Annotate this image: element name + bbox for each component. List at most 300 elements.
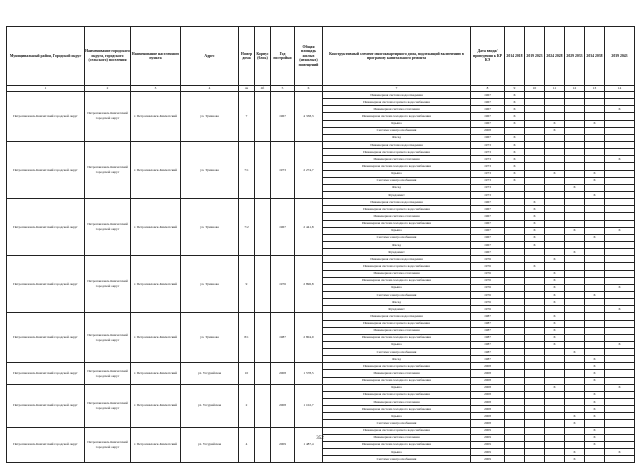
period-mark-cell <box>585 349 605 356</box>
period-mark-cell: X <box>585 363 605 370</box>
period-mark-cell <box>565 363 585 370</box>
column-number-cell: 4б <box>255 86 271 92</box>
period-mark-cell <box>585 92 605 99</box>
commission-date-cell: 1973 <box>471 149 505 156</box>
period-mark-cell <box>505 199 525 206</box>
structural-element-cell: Система электроснабжения <box>323 234 471 241</box>
floor-area-cell: 1 102,7 <box>295 384 323 427</box>
table-row <box>7 363 635 370</box>
header-cell: Год постройки <box>271 27 295 86</box>
settlement-cell: г. Петропавловск-Камчатский <box>131 92 181 142</box>
period-mark-cell <box>525 177 545 184</box>
table-row <box>7 92 635 99</box>
column-number-cell: 1 <box>7 86 85 92</box>
period-mark-cell: X <box>505 120 525 127</box>
header-cell: 2034 2038 <box>585 27 605 86</box>
period-mark-cell: X <box>545 256 565 263</box>
period-mark-cell <box>565 399 585 406</box>
period-mark-cell: X <box>545 327 565 334</box>
okrug-cell: Петропавловск-Камчатский городской округ <box>85 199 131 256</box>
period-mark-cell <box>565 377 585 384</box>
period-mark-cell <box>605 184 635 191</box>
commission-date-cell: 1973 <box>471 184 505 191</box>
period-mark-cell <box>505 184 525 191</box>
period-mark-cell <box>605 134 635 141</box>
period-mark-cell: X <box>525 234 545 241</box>
commission-date-cell: 1987 <box>471 356 505 363</box>
header-cell: 2014 2018 <box>505 27 525 86</box>
period-mark-cell <box>505 249 525 256</box>
okrug-cell: Петропавловск-Камчатский городской округ <box>85 313 131 363</box>
period-mark-cell <box>605 349 635 356</box>
commission-date-cell: 1976 <box>471 299 505 306</box>
period-mark-cell <box>505 234 525 241</box>
period-mark-cell <box>545 149 565 156</box>
period-mark-cell <box>565 234 585 241</box>
okrug-cell: Петропавловск-Камчатский городской округ <box>85 363 131 384</box>
period-mark-cell <box>585 263 605 270</box>
period-mark-cell <box>565 213 585 220</box>
district-cell: Петропавловск-Камчатский городской округ <box>7 384 85 427</box>
structural-element-cell: Инженерная система отопления <box>323 327 471 334</box>
structural-element-cell: Инженерная система горячего водоснабжения <box>323 391 471 398</box>
period-mark-cell: X <box>545 334 565 341</box>
period-mark-cell <box>545 356 565 363</box>
commission-date-cell: 1987 <box>471 341 505 348</box>
period-mark-cell <box>505 220 525 227</box>
settlement-cell: г. Петропавловск-Камчатский <box>131 427 181 463</box>
period-mark-cell <box>585 270 605 277</box>
period-mark-cell <box>585 199 605 206</box>
period-mark-cell: X <box>565 413 585 420</box>
settlement-cell: г. Петропавловск-Камчатский <box>131 384 181 427</box>
period-mark-cell <box>585 241 605 248</box>
period-mark-cell: X <box>585 356 605 363</box>
building-block-cell <box>255 92 271 142</box>
period-mark-cell <box>525 191 545 198</box>
period-mark-cell: X <box>505 149 525 156</box>
structural-element-cell: Инженерная система холодного водоснабжения <box>323 220 471 227</box>
period-mark-cell <box>565 191 585 198</box>
period-mark-cell: X <box>565 456 585 463</box>
structural-element-cell: Фасад <box>323 299 471 306</box>
period-mark-cell <box>605 299 635 306</box>
commission-date-cell: 2008 <box>471 363 505 370</box>
building-block-cell <box>255 199 271 256</box>
period-mark-cell <box>525 156 545 163</box>
header-cell: 2029 2033 <box>565 27 585 86</box>
period-mark-cell: X <box>585 234 605 241</box>
period-mark-cell <box>525 106 545 113</box>
period-mark-cell <box>525 341 545 348</box>
table-row <box>7 199 635 206</box>
commission-date-cell: 1976 <box>471 256 505 263</box>
structural-element-cell: Инженерная система горячего водоснабжения <box>323 99 471 106</box>
period-mark-cell <box>605 213 635 220</box>
period-mark-cell <box>525 377 545 384</box>
structural-element-cell: Инженерная система водоотведения <box>323 199 471 206</box>
period-mark-cell <box>565 134 585 141</box>
period-mark-cell <box>505 349 525 356</box>
period-mark-cell <box>605 163 635 170</box>
structural-element-cell: Крыша <box>323 413 471 420</box>
period-mark-cell: X <box>545 291 565 298</box>
period-mark-cell <box>605 234 635 241</box>
period-mark-cell <box>505 356 525 363</box>
structural-element-cell: Инженерная система горячего водоснабжения <box>323 363 471 370</box>
period-mark-cell: X <box>505 141 525 148</box>
period-mark-cell <box>605 377 635 384</box>
build-year-cell: 1973 <box>271 141 295 198</box>
period-mark-cell: X <box>545 299 565 306</box>
floor-area-cell: 4 338,3 <box>295 92 323 142</box>
commission-date-cell: 2008 <box>471 370 505 377</box>
period-mark-cell: X <box>585 391 605 398</box>
structural-element-cell: Система электроснабжения <box>323 349 471 356</box>
period-mark-cell: X <box>505 163 525 170</box>
address-cell: ул. Туманова <box>181 199 239 256</box>
column-number-cell: 12 <box>565 86 585 92</box>
period-mark-cell <box>505 263 525 270</box>
settlement-cell: г. Петропавловск-Камчатский <box>131 313 181 363</box>
period-mark-cell <box>505 456 525 463</box>
district-cell: Петропавловск-Камчатский городской округ <box>7 199 85 256</box>
period-mark-cell <box>605 391 635 398</box>
commission-date-cell: 2008 <box>471 420 505 427</box>
period-mark-cell <box>605 191 635 198</box>
period-mark-cell <box>605 363 635 370</box>
structural-element-cell: Инженерная система холодного водоснабжения <box>323 441 471 448</box>
build-year-cell: 1976 <box>271 256 295 313</box>
structural-element-cell: Фундамент <box>323 249 471 256</box>
period-mark-cell <box>565 391 585 398</box>
period-mark-cell <box>545 391 565 398</box>
period-mark-cell <box>505 227 525 234</box>
table-row <box>7 141 635 148</box>
period-mark-cell <box>525 406 545 413</box>
period-mark-cell <box>545 199 565 206</box>
table-header-row <box>7 27 635 86</box>
period-mark-cell <box>565 206 585 213</box>
period-mark-cell <box>505 213 525 220</box>
commission-date-cell: 1973 <box>471 141 505 148</box>
period-mark-cell <box>505 377 525 384</box>
period-mark-cell <box>585 127 605 134</box>
period-mark-cell <box>545 370 565 377</box>
period-mark-cell <box>525 456 545 463</box>
period-mark-cell <box>525 184 545 191</box>
period-mark-cell <box>585 156 605 163</box>
period-mark-cell: X <box>565 420 585 427</box>
period-mark-cell: X <box>505 92 525 99</box>
period-mark-cell <box>565 256 585 263</box>
period-mark-cell <box>545 220 565 227</box>
header-cell: Муниципальный район, Городской округ <box>7 27 85 86</box>
period-mark-cell <box>525 149 545 156</box>
period-mark-cell <box>565 291 585 298</box>
commission-date-cell: 1967 <box>471 134 505 141</box>
period-mark-cell <box>505 313 525 320</box>
period-mark-cell: X <box>525 227 545 234</box>
period-mark-cell <box>545 241 565 248</box>
header-cell: 2019 2023 <box>525 27 545 86</box>
structural-element-cell: Инженерная система горячего водоснабжения <box>323 206 471 213</box>
commission-date-cell: 1976 <box>471 263 505 270</box>
structural-element-cell: Инженерная система холодного водоснабжения <box>323 334 471 341</box>
header-cell: Адрес <box>181 27 239 86</box>
structural-element-cell: Инженерная система отопления <box>323 434 471 441</box>
period-mark-cell: X <box>565 349 585 356</box>
period-mark-cell <box>585 106 605 113</box>
period-mark-cell: X <box>505 106 525 113</box>
floor-area-cell: 1 487,4 <box>295 427 323 463</box>
period-mark-cell <box>565 263 585 270</box>
district-cell: Петропавловск-Камчатский городской округ <box>7 427 85 463</box>
period-mark-cell <box>605 406 635 413</box>
period-mark-cell: X <box>545 284 565 291</box>
period-mark-cell <box>525 399 545 406</box>
structural-element-cell: Инженерная система холодного водоснабжения <box>323 377 471 384</box>
period-mark-cell <box>525 113 545 120</box>
period-mark-cell <box>565 141 585 148</box>
commission-date-cell: 2009 <box>471 456 505 463</box>
header-cell: Дата ввода/ проведения к КР КЭ <box>471 27 505 86</box>
period-mark-cell <box>565 299 585 306</box>
commission-date-cell: 1967 <box>471 120 505 127</box>
commission-date-cell: 1976 <box>471 270 505 277</box>
period-mark-cell: X <box>585 191 605 198</box>
period-mark-cell <box>525 427 545 434</box>
district-cell: Петропавловск-Камчатский городской округ <box>7 141 85 198</box>
period-mark-cell: X <box>545 320 565 327</box>
period-mark-cell <box>585 341 605 348</box>
period-mark-cell <box>605 356 635 363</box>
commission-date-cell: 1967 <box>471 249 505 256</box>
period-mark-cell <box>525 449 545 456</box>
structural-element-cell: Инженерная система водоотведения <box>323 256 471 263</box>
table-row <box>7 427 635 434</box>
period-mark-cell <box>585 384 605 391</box>
commission-date-cell: 2008 <box>471 399 505 406</box>
header-cell: Наименование населенного пункта <box>131 27 181 86</box>
period-mark-cell: X <box>505 156 525 163</box>
commission-date-cell: 1976 <box>471 277 505 284</box>
header-cell: Номер дома <box>239 27 255 86</box>
period-mark-cell <box>605 270 635 277</box>
period-mark-cell <box>585 456 605 463</box>
period-mark-cell <box>605 249 635 256</box>
period-mark-cell <box>605 141 635 148</box>
period-mark-cell <box>525 299 545 306</box>
period-mark-cell: X <box>505 134 525 141</box>
period-mark-cell <box>545 227 565 234</box>
period-mark-cell <box>505 306 525 313</box>
period-mark-cell <box>505 363 525 370</box>
period-mark-cell <box>565 149 585 156</box>
period-mark-cell <box>525 334 545 341</box>
period-mark-cell: X <box>545 384 565 391</box>
structural-element-cell: Фасад <box>323 356 471 363</box>
structural-element-cell: Инженерная система отопления <box>323 213 471 220</box>
build-year-cell: 2009 <box>271 427 295 463</box>
settlement-cell: г. Петропавловск-Камчатский <box>131 141 181 198</box>
period-mark-cell <box>565 113 585 120</box>
settlement-cell: г. Петропавловск-Камчатский <box>131 256 181 313</box>
structural-element-cell: Инженерная система отопления <box>323 370 471 377</box>
period-mark-cell <box>525 327 545 334</box>
period-mark-cell <box>585 113 605 120</box>
period-mark-cell <box>565 199 585 206</box>
period-mark-cell <box>525 363 545 370</box>
commission-date-cell: 1987 <box>471 327 505 334</box>
commission-date-cell: 1987 <box>471 320 505 327</box>
structural-element-cell: Инженерная система горячего водоснабжения <box>323 263 471 270</box>
commission-date-cell: 2009 <box>471 427 505 434</box>
house-number-cell: 8/1 <box>239 313 255 363</box>
period-mark-cell <box>545 106 565 113</box>
period-mark-cell <box>505 334 525 341</box>
period-mark-cell <box>545 184 565 191</box>
period-mark-cell <box>505 384 525 391</box>
period-mark-cell <box>545 99 565 106</box>
commission-date-cell: 1967 <box>471 227 505 234</box>
period-mark-cell <box>505 370 525 377</box>
column-number-cell: 14 <box>605 86 635 92</box>
column-number-cell: 4а <box>239 86 255 92</box>
commission-date-cell: 2009 <box>471 434 505 441</box>
commission-date-cell: 1987 <box>471 313 505 320</box>
period-mark-cell <box>585 449 605 456</box>
structural-element-cell: Инженерная система отопления <box>323 399 471 406</box>
structural-element-cell: Система электроснабжения <box>323 420 471 427</box>
commission-date-cell: 1976 <box>471 306 505 313</box>
floor-area-cell: 1 578,5 <box>295 363 323 384</box>
header-cell: Корпус (блок) <box>255 27 271 86</box>
period-mark-cell <box>525 356 545 363</box>
commission-date-cell: 2008 <box>471 391 505 398</box>
structural-element-cell: Инженерная система отопления <box>323 156 471 163</box>
commission-date-cell: 1967 <box>471 199 505 206</box>
house-number-cell: 7/1 <box>239 141 255 198</box>
period-mark-cell <box>565 92 585 99</box>
address-cell: ул. Туманова <box>181 92 239 142</box>
period-mark-cell: X <box>585 413 605 420</box>
period-mark-cell: X <box>585 377 605 384</box>
period-mark-cell <box>525 92 545 99</box>
period-mark-cell <box>545 156 565 163</box>
commission-date-cell: 1976 <box>471 291 505 298</box>
period-mark-cell <box>605 313 635 320</box>
period-mark-cell: X <box>585 427 605 434</box>
period-mark-cell <box>545 306 565 313</box>
okrug-cell: Петропавловск-Камчатский городской округ <box>85 427 131 463</box>
period-mark-cell: X <box>505 113 525 120</box>
period-mark-cell <box>585 306 605 313</box>
period-mark-cell <box>565 120 585 127</box>
table-body <box>7 92 635 463</box>
column-number-cell: 11 <box>545 86 565 92</box>
floor-area-cell: 2 804,9 <box>295 313 323 363</box>
period-mark-cell: X <box>525 220 545 227</box>
table-row <box>7 313 635 320</box>
period-mark-cell <box>545 413 565 420</box>
address-cell: ул. Туманова <box>181 256 239 313</box>
column-number-cell: 4 <box>181 86 239 92</box>
structural-element-cell: Инженерная система водоотведения <box>323 141 471 148</box>
period-mark-cell <box>585 220 605 227</box>
period-mark-cell: X <box>605 449 635 456</box>
building-block-cell <box>255 384 271 427</box>
period-mark-cell <box>545 349 565 356</box>
period-mark-cell <box>565 441 585 448</box>
period-mark-cell <box>565 334 585 341</box>
period-mark-cell <box>545 177 565 184</box>
build-year-cell: 2008 <box>271 363 295 384</box>
district-cell: Петропавловск-Камчатский городской округ <box>7 92 85 142</box>
period-mark-cell <box>505 284 525 291</box>
period-mark-cell <box>605 327 635 334</box>
period-mark-cell <box>605 427 635 434</box>
okrug-cell: Петропавловск-Камчатский городской округ <box>85 384 131 427</box>
period-mark-cell <box>505 420 525 427</box>
period-mark-cell: X <box>605 284 635 291</box>
district-cell: Петропавловск-Камчатский городской округ <box>7 313 85 363</box>
period-mark-cell <box>605 199 635 206</box>
period-mark-cell <box>565 370 585 377</box>
address-cell: ул. Туманова <box>181 313 239 363</box>
period-mark-cell <box>565 384 585 391</box>
building-block-cell <box>255 427 271 463</box>
commission-date-cell: 2009 <box>471 441 505 448</box>
commission-date-cell: 1967 <box>471 220 505 227</box>
period-mark-cell: X <box>605 384 635 391</box>
period-mark-cell <box>565 341 585 348</box>
period-mark-cell <box>505 406 525 413</box>
period-mark-cell: X <box>525 206 545 213</box>
period-mark-cell: X <box>505 170 525 177</box>
period-mark-cell <box>525 284 545 291</box>
period-mark-cell: X <box>525 213 545 220</box>
period-mark-cell: X <box>585 291 605 298</box>
period-mark-cell <box>605 399 635 406</box>
house-number-cell: 7 <box>239 92 255 142</box>
house-number-cell: 2 <box>239 384 255 427</box>
page-number: 352 <box>316 436 324 441</box>
period-mark-cell <box>525 270 545 277</box>
period-mark-cell <box>545 263 565 270</box>
period-mark-cell: X <box>545 270 565 277</box>
period-mark-cell <box>585 249 605 256</box>
build-year-cell: 1987 <box>271 313 295 363</box>
header-cell: Наименование городского округа, городского (сельского) поселения <box>85 27 131 86</box>
structural-element-cell: Крыша <box>323 384 471 391</box>
column-number-cell: 5 <box>271 86 295 92</box>
period-mark-cell: X <box>525 199 545 206</box>
period-mark-cell <box>585 134 605 141</box>
house-number-cell: 7/2 <box>239 199 255 256</box>
commission-date-cell: 1967 <box>471 92 505 99</box>
period-mark-cell <box>565 270 585 277</box>
structural-element-cell: Крыша <box>323 341 471 348</box>
structural-element-cell: Инженерная система холодного водоснабжения <box>323 113 471 120</box>
period-mark-cell: X <box>585 434 605 441</box>
period-mark-cell <box>525 384 545 391</box>
commission-date-cell: 1987 <box>471 349 505 356</box>
period-mark-cell: X <box>585 177 605 184</box>
period-mark-cell <box>545 399 565 406</box>
structural-element-cell: Инженерная система водоотведения <box>323 92 471 99</box>
commission-date-cell: 2009 <box>471 449 505 456</box>
